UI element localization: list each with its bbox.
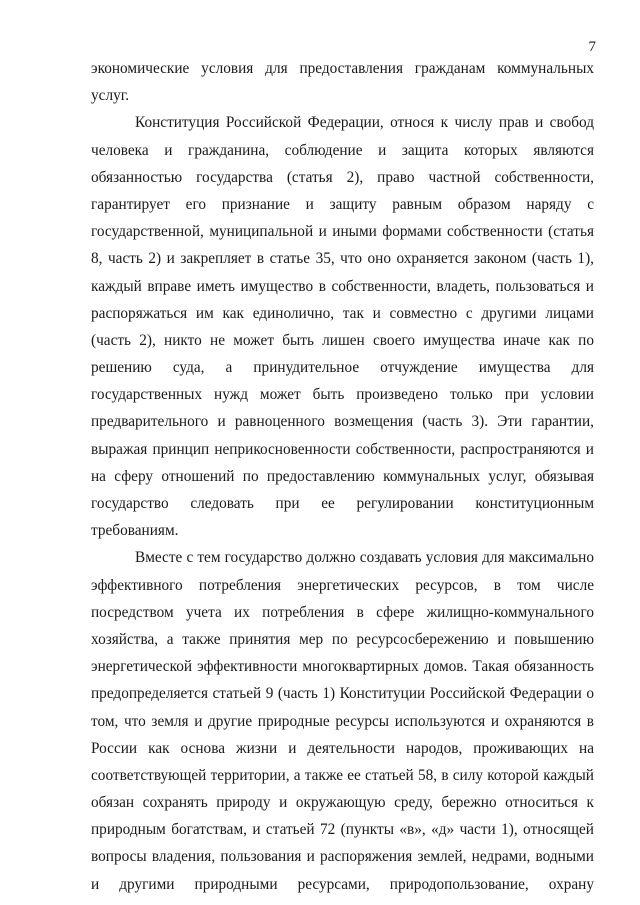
text-line: энергетической эффективности многоквартирных домов. Такая обязанность bbox=[91, 658, 594, 676]
text-line: распоряжаться им как единолично, так и совместно с другими лицами bbox=[91, 304, 594, 322]
text-line: экономические условия для предоставления гражданам коммунальных bbox=[91, 60, 594, 77]
text-line: гарантирует его признание и защиту равным образом наряду с bbox=[91, 195, 594, 213]
text-line: государственных нужд может быть произведено только при условии bbox=[91, 386, 594, 404]
text-line: Вместе с тем государство должно создавать условия для максимально bbox=[135, 549, 594, 567]
text-line: человека и гражданина, соблюдение и защита которых являются bbox=[91, 141, 594, 159]
text-line: вопросы владения, пользования и распоряжения землей, недрами, водными bbox=[91, 848, 594, 866]
text-line: Конституция Российской Федерации, относя к числу прав и свобод bbox=[135, 114, 594, 132]
text-line: решению суда, а принудительное отчуждение имущества для bbox=[91, 359, 594, 377]
text-line: России как основа жизни и деятельности народов, проживающих на bbox=[91, 739, 594, 757]
text-line: том, что земля и другие природные ресурсы используются и охраняются в bbox=[91, 712, 594, 730]
text-line: (часть 2), никто не может быть лишен своего имущества иначе как по bbox=[91, 331, 594, 349]
text-line: обязан сохранять природу и окружающую среду, бережно относиться к bbox=[91, 794, 594, 812]
text-line: предварительного и равноценного возмещения (часть 3). Эти гарантии, bbox=[91, 413, 594, 431]
text-line: 8, часть 2) и закрепляет в статье 35, что оно охраняется законом (часть 1), bbox=[91, 250, 594, 268]
text-line: посредством учета их потребления в сфере жилищно-коммунального bbox=[91, 603, 594, 621]
text-line: обязанностью государства (статья 2), право частной собственности, bbox=[91, 168, 594, 186]
text-line: выражая принцип неприкосновенности собственности, распространяются и bbox=[91, 440, 594, 458]
text-line: услуг. bbox=[91, 87, 130, 105]
text-line: природным богатствам, и статьей 72 (пункты «в», «д» части 1), относящей bbox=[91, 821, 594, 839]
text-line: государственной, муниципальной и иными формами собственности (статья bbox=[91, 223, 594, 241]
text-line: предопределяется статьей 9 (часть 1) Конституции Российской Федерации о bbox=[91, 685, 594, 703]
text-line: на сферу отношений по предоставлению коммунальных услуг, обязывая bbox=[91, 467, 594, 485]
text-line: требованиям. bbox=[91, 522, 179, 540]
text-line: эффективного потребления энергетических ресурсов, в том числе bbox=[91, 576, 594, 594]
body-text bbox=[91, 55, 594, 898]
text-line: и другими природными ресурсами, природопользование, охрану bbox=[91, 875, 594, 893]
text-line: государство следовать при ее регулировании конституционным bbox=[91, 495, 594, 512]
text-line: соответствующей территории, а также ее статьей 58, в силу которой каждый bbox=[91, 766, 594, 784]
text-line: хозяйства, а также принятия мер по ресурсосбережению и повышению bbox=[91, 630, 594, 648]
page-number: 7 bbox=[588, 39, 596, 55]
text-line: каждый вправе иметь имущество в собственности, владеть, пользоваться и bbox=[91, 277, 594, 295]
